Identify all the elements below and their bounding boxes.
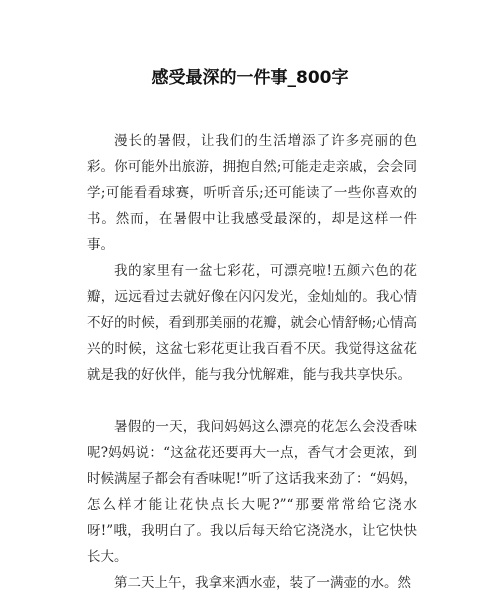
paragraph-4: 第二天上午，我拿来洒水壶，装了一满壶的水。然	[114, 575, 411, 591]
document-body	[87, 128, 417, 596]
document-title: 感受最深的一件事_800字	[151, 68, 349, 88]
paragraph-2: 我的家里有一盆七彩花，可漂亮啦!五颜六色的花瓣，远远看过去就好像在闪闪发光，金灿灿的。我心情不好的时候，看到那美丽的花瓣，就会心情舒畅;心情高兴的时候，这盆七彩花更让我百看不厌。我觉得这盆花就是我的好伙伴，能与我分忧解难，能与我共享快乐。	[87, 263, 417, 383]
paragraph-1: 漫长的暑假，让我们的生活增添了许多亮丽的色彩。你可能外出旅游，拥抱自然;可能走走亲戚，会会同学;可能看看球赛，听听音乐;还可能读了一些你喜欢的书。然而，在暑假中让我感受最深的，却是这样一件事。	[87, 133, 417, 253]
paragraph-spacer	[87, 388, 417, 414]
paragraph-3: 暑假的一天，我问妈妈这么漂亮的花怎么会没香味呢?妈妈说：“这盆花还要再大一点，香气才会更浓，到时候满屋子都会有香味呢!”听了这话我来劲了：“妈妈，怎么样才能让花快点长大呢?”“那要常常给它浇水呀!”哦，我明白了。我以后每天给它浇浇水，让它快快长大。	[87, 419, 417, 565]
